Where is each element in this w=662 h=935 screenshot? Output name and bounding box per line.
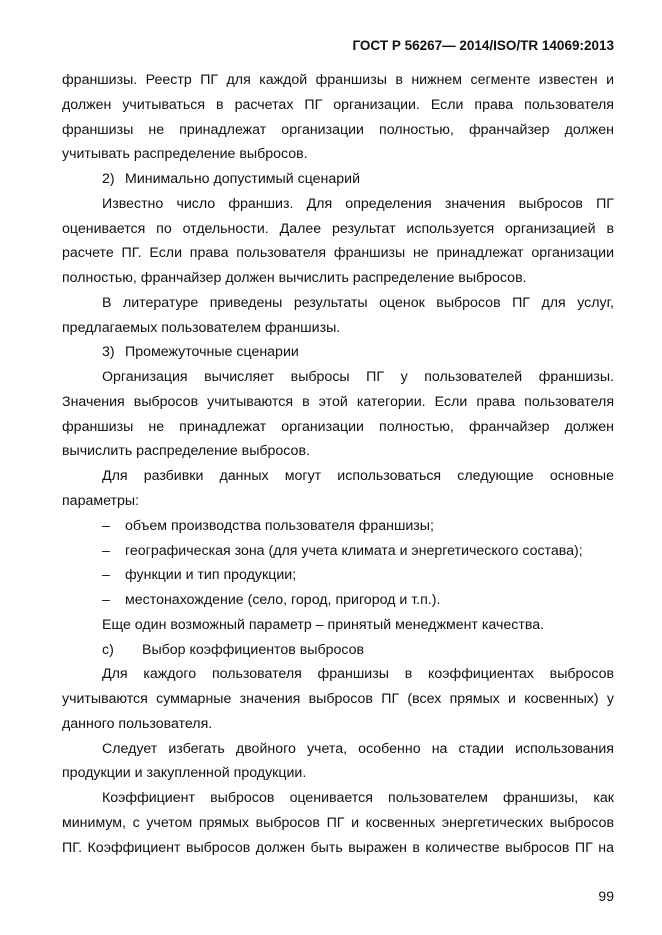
list-marker: 2) [102, 171, 115, 188]
list-marker: – [102, 517, 110, 534]
text-line: учитывать распределение выбросов. [62, 146, 308, 163]
page-number: 99 [598, 888, 614, 904]
list-item-text: объем производства пользователя франшизы; [125, 517, 434, 534]
list-marker: 3) [102, 344, 115, 361]
document-header: ГОСТ Р 56267— 2014/ISO/TR 14069:2013 [352, 38, 614, 53]
text-line: параметры: [62, 493, 140, 510]
list-item-text: Минимально допустимый сценарий [125, 171, 361, 188]
text-line: франшизы не принадлежат организации полностью, франчайзер должен [62, 121, 614, 138]
text-line: полностью, франчайзер должен вычислить распределение выбросов. [62, 270, 527, 287]
numbered-list-item [62, 167, 614, 192]
text-line: должен учитываться в расчетах ПГ организации. Если права пользователя [62, 96, 614, 113]
text-line: продукции и закупленной продукции. [62, 765, 307, 782]
bullet-list-item [62, 563, 614, 588]
text-line: учитываются суммарные значения выбросов ПГ (всех прямых и косвенных) у [62, 691, 614, 708]
paragraph [62, 365, 614, 464]
paragraph [62, 662, 614, 736]
text-line: франшизы. Реестр ПГ для каждой франшизы в нижнем сегменте известен и [62, 72, 614, 88]
numbered-list-item [62, 340, 614, 365]
text-line: Для каждого пользователя франшизы в коэффициентах выбросов [102, 666, 614, 683]
paragraph [62, 68, 614, 167]
text-line: франшизы не принадлежат организации полностью, франчайзер должен [62, 418, 614, 435]
document-body [62, 68, 614, 861]
text-line: ПГ. Коэффициент выбросов должен быть выражен в количестве выбросов ПГ на [62, 839, 614, 856]
bullet-list-item [62, 514, 614, 539]
text-line: Следует избегать двойного учета, особенно на стадии использования [102, 740, 614, 757]
list-item-text: Выбор коэффициентов выбросов [142, 641, 365, 658]
list-marker: – [102, 567, 110, 584]
text-line: оценивается по отдельности. Далее результат используется организацией в [62, 220, 614, 237]
list-item-text: географическая зона (для учета климата и энергетического состава); [125, 542, 583, 559]
paragraph [62, 291, 614, 341]
paragraph [62, 737, 614, 787]
text-line: Значения выбросов учитываются в этой категории. Если права пользователя [62, 393, 614, 410]
text-line: вычислить распределение выбросов. [62, 443, 310, 460]
paragraph [62, 464, 614, 514]
list-item-text: Промежуточные сценарии [125, 344, 299, 361]
text-line: предлагаемых пользователем франшизы. [62, 319, 341, 336]
bullet-list-item [62, 539, 614, 564]
paragraph [62, 786, 614, 860]
numbered-list-item [62, 638, 614, 663]
text-line: Коэффициент выбросов оценивается пользователем франшизы, как [102, 790, 614, 807]
list-marker: – [102, 592, 110, 609]
text-line: расчете ПГ. Если права пользователя франшизы не принадлежат организации [62, 245, 614, 262]
list-marker: с) [102, 641, 114, 658]
text-line: В литературе приведены результаты оценок выбросов ПГ для услуг, [102, 294, 614, 311]
list-item-text: местонахождение (село, город, пригород и т.п.). [125, 592, 441, 609]
text-line: Еще один возможный параметр – принятый менеджмент качества. [102, 616, 545, 633]
text-line: данного пользователя. [62, 715, 213, 732]
list-item-text: функции и тип продукции; [125, 567, 297, 584]
text-line: Организация вычисляет выбросы ПГ у пользователей франшизы. [102, 369, 614, 386]
paragraph [62, 613, 614, 638]
text-line: минимум, с учетом прямых выбросов ПГ и косвенных энергетических выбросов [62, 814, 614, 831]
text-line: Для разбивки данных могут использоваться следующие основные [102, 468, 614, 485]
bullet-list-item [62, 588, 614, 613]
text-line: Известно число франшиз. Для определения значения выбросов ПГ [102, 195, 614, 212]
list-marker: – [102, 542, 110, 559]
paragraph [62, 192, 614, 291]
